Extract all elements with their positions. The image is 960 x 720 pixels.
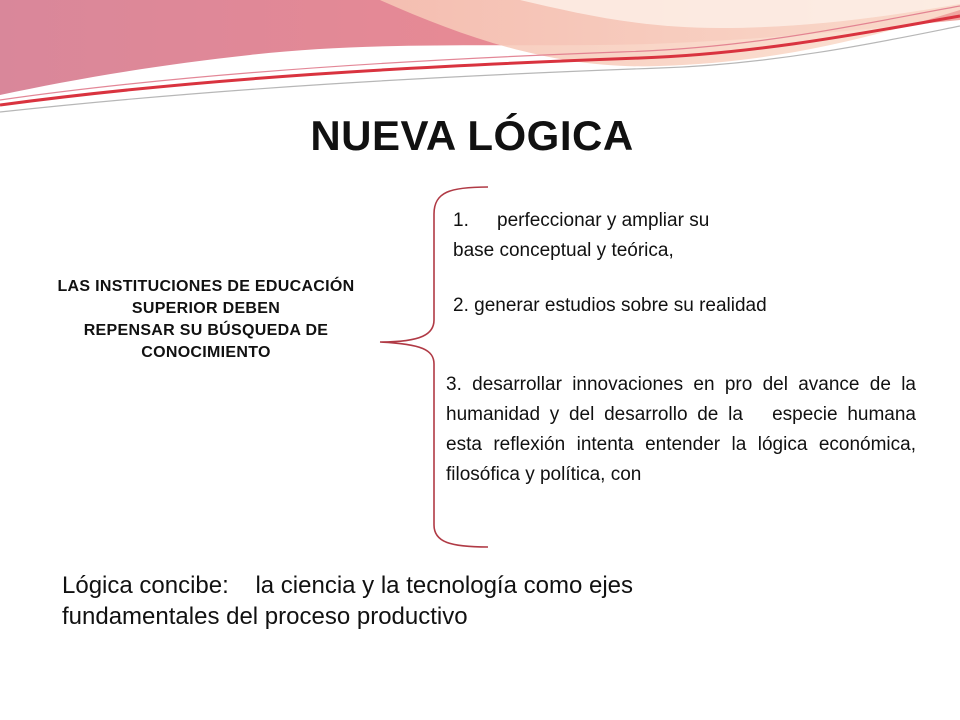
- list-item-1-text-line-2: base conceptual y teórica,: [453, 240, 674, 261]
- main-statement: [20, 276, 392, 364]
- main-statement-line-2: SUPERIOR DEBEN: [131, 300, 281, 317]
- list-item-3: 3. desarrollar innovaciones en pro del avance de la humanidad y del desarrollo de la especie humana esta reflexión intenta entender la lógica económica, filosófica y política, con: [446, 374, 922, 485]
- bottom-statement: [62, 570, 922, 632]
- page-title: NUEVA LÓGICA: [310, 112, 634, 159]
- list-item-1-text-line-1: perfeccionar y ampliar su: [497, 210, 710, 231]
- bottom-statement-line-1: Lógica concibe: la ciencia y la tecnología como ejes: [62, 572, 633, 599]
- main-statement-line-3: REPENSAR SU BÚSQUEDA DE: [83, 322, 329, 339]
- main-statement-line-4: CONOCIMIENTO: [141, 344, 271, 361]
- decorative-header-waves: [0, 0, 960, 120]
- bottom-statement-line-2: fundamentales del proceso productivo: [62, 603, 468, 630]
- list-item-2: 2. generar estudios sobre su realidad: [453, 295, 767, 316]
- list-item-1-number: 1.: [453, 210, 469, 231]
- main-statement-line-1: LAS INSTITUCIONES DE EDUCACIÓN: [57, 278, 355, 295]
- list-item-1: [453, 206, 783, 266]
